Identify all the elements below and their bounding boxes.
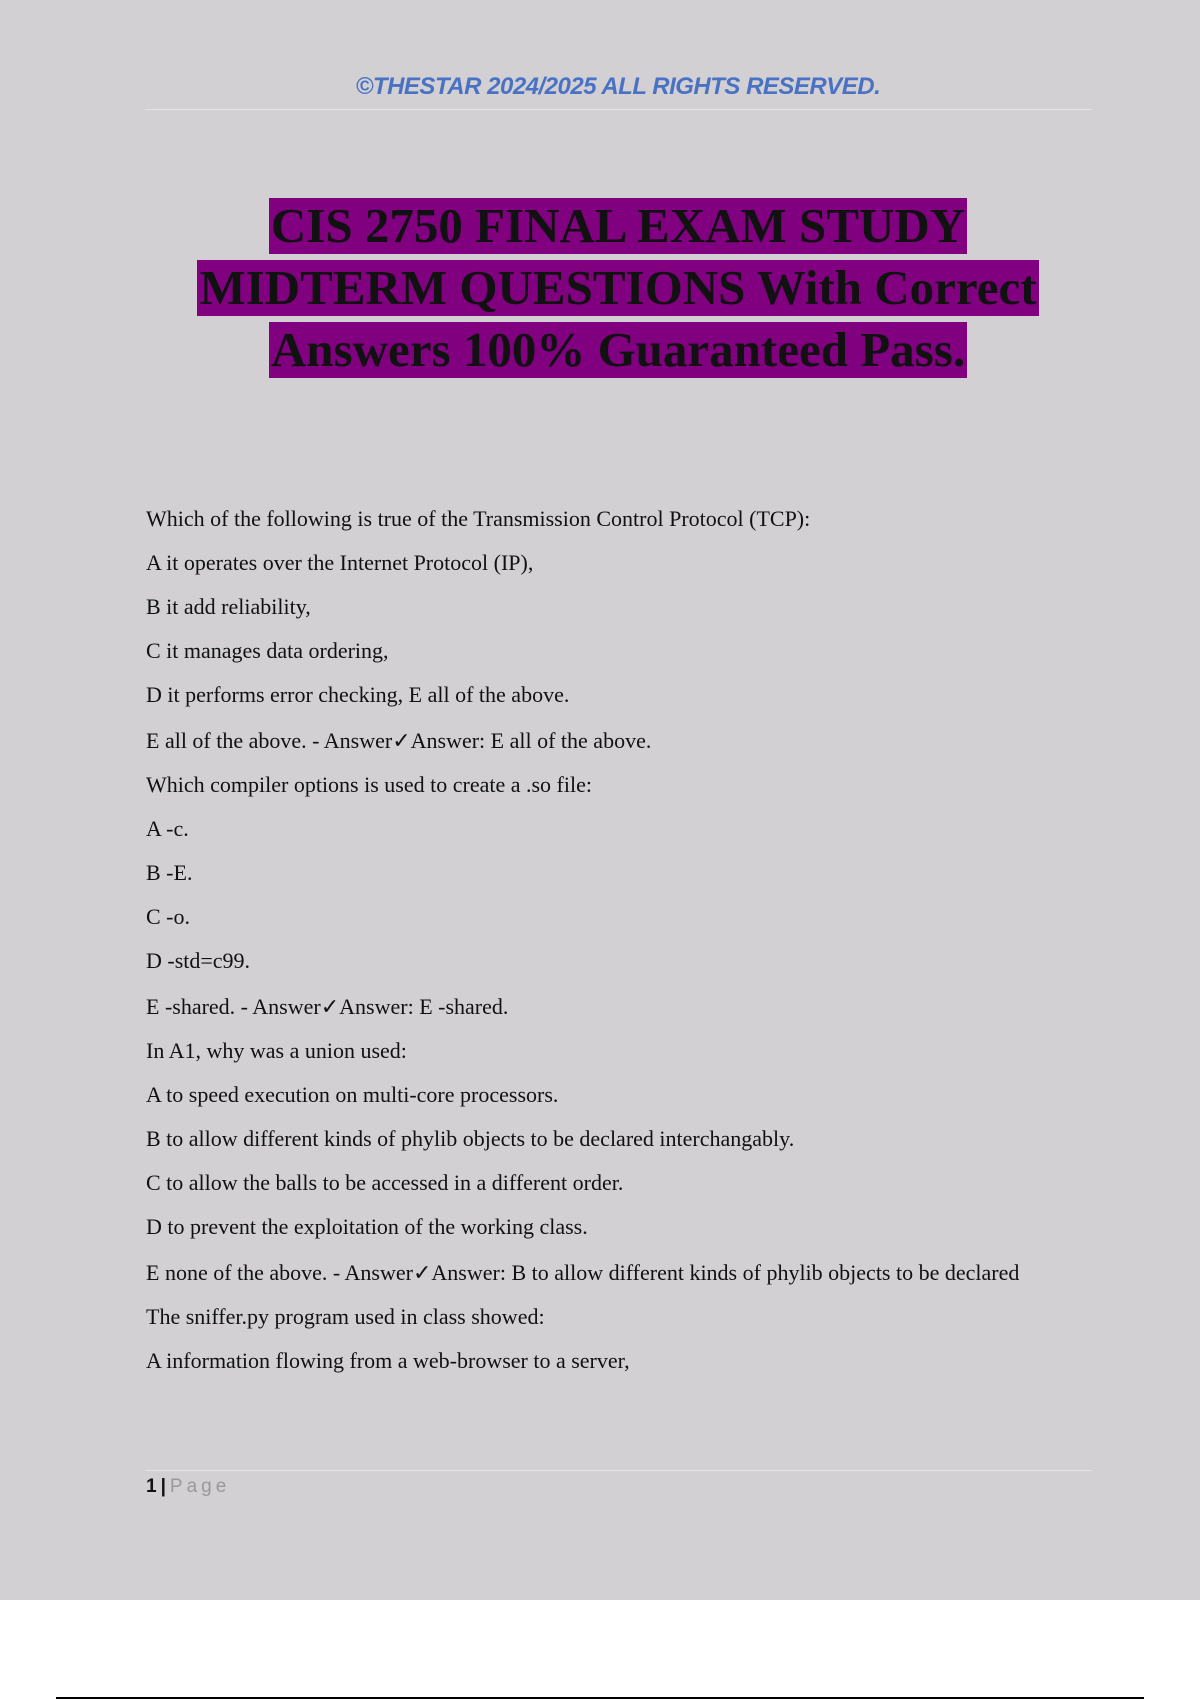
page-footer [146, 1476, 230, 1498]
option-3b: B to allow different kinds of phylib objects to be declared interchangably. [146, 1126, 795, 1151]
answer-1: E all of the above. - Answer✓Answer: E all of the above. [146, 728, 652, 753]
document-title [0, 196, 1200, 382]
title-line-3: Answers 100% Guaranteed Pass. [270, 322, 966, 377]
answer-2: E -shared. - Answer✓Answer: E -shared. [146, 994, 509, 1019]
copyright-header: ©THESTAR 2024/2025 ALL RIGHTS RESERVED. [355, 73, 881, 100]
option-1c: C it manages data ordering, [146, 638, 389, 663]
question-1: Which of the following is true of the Transmission Control Protocol (TCP): [146, 506, 811, 531]
page-number: 1 [146, 1476, 157, 1497]
option-2c: C -o. [146, 904, 190, 929]
question-2: Which compiler options is used to create a .so file: [146, 772, 592, 797]
document-body [146, 506, 1046, 1392]
option-3c: C to allow the balls to be accessed in a different order. [146, 1170, 624, 1195]
option-2d: D -std=c99. [146, 948, 251, 973]
page-label: Page [169, 1476, 231, 1497]
option-2b: B -E. [146, 860, 193, 885]
answer-3: E none of the above. - Answer✓Answer: B to allow different kinds of phylib objects to be declared [146, 1260, 1020, 1285]
header-divider [145, 109, 1092, 110]
option-1a: A it operates over the Internet Protocol (IP), [146, 550, 534, 575]
option-3a: A to speed execution on multi-core processors. [146, 1082, 559, 1107]
option-1b: B it add reliability, [146, 594, 311, 619]
footer-divider [145, 1470, 1092, 1471]
option-4a: A information flowing from a web-browser to a server, [146, 1348, 630, 1373]
bottom-divider [56, 1697, 1144, 1699]
footer-separator: | [160, 1476, 166, 1497]
question-3: In A1, why was a union used: [146, 1038, 407, 1063]
option-1d: D it performs error checking, E all of the above. [146, 682, 570, 707]
question-4: The sniffer.py program used in class showed: [146, 1304, 545, 1329]
title-line-2: MIDTERM QUESTIONS With Correct [199, 260, 1037, 315]
title-line-1: CIS 2750 FINAL EXAM STUDY [270, 198, 966, 253]
option-2a: A -c. [146, 816, 189, 841]
option-3d: D to prevent the exploitation of the working class. [146, 1214, 588, 1239]
